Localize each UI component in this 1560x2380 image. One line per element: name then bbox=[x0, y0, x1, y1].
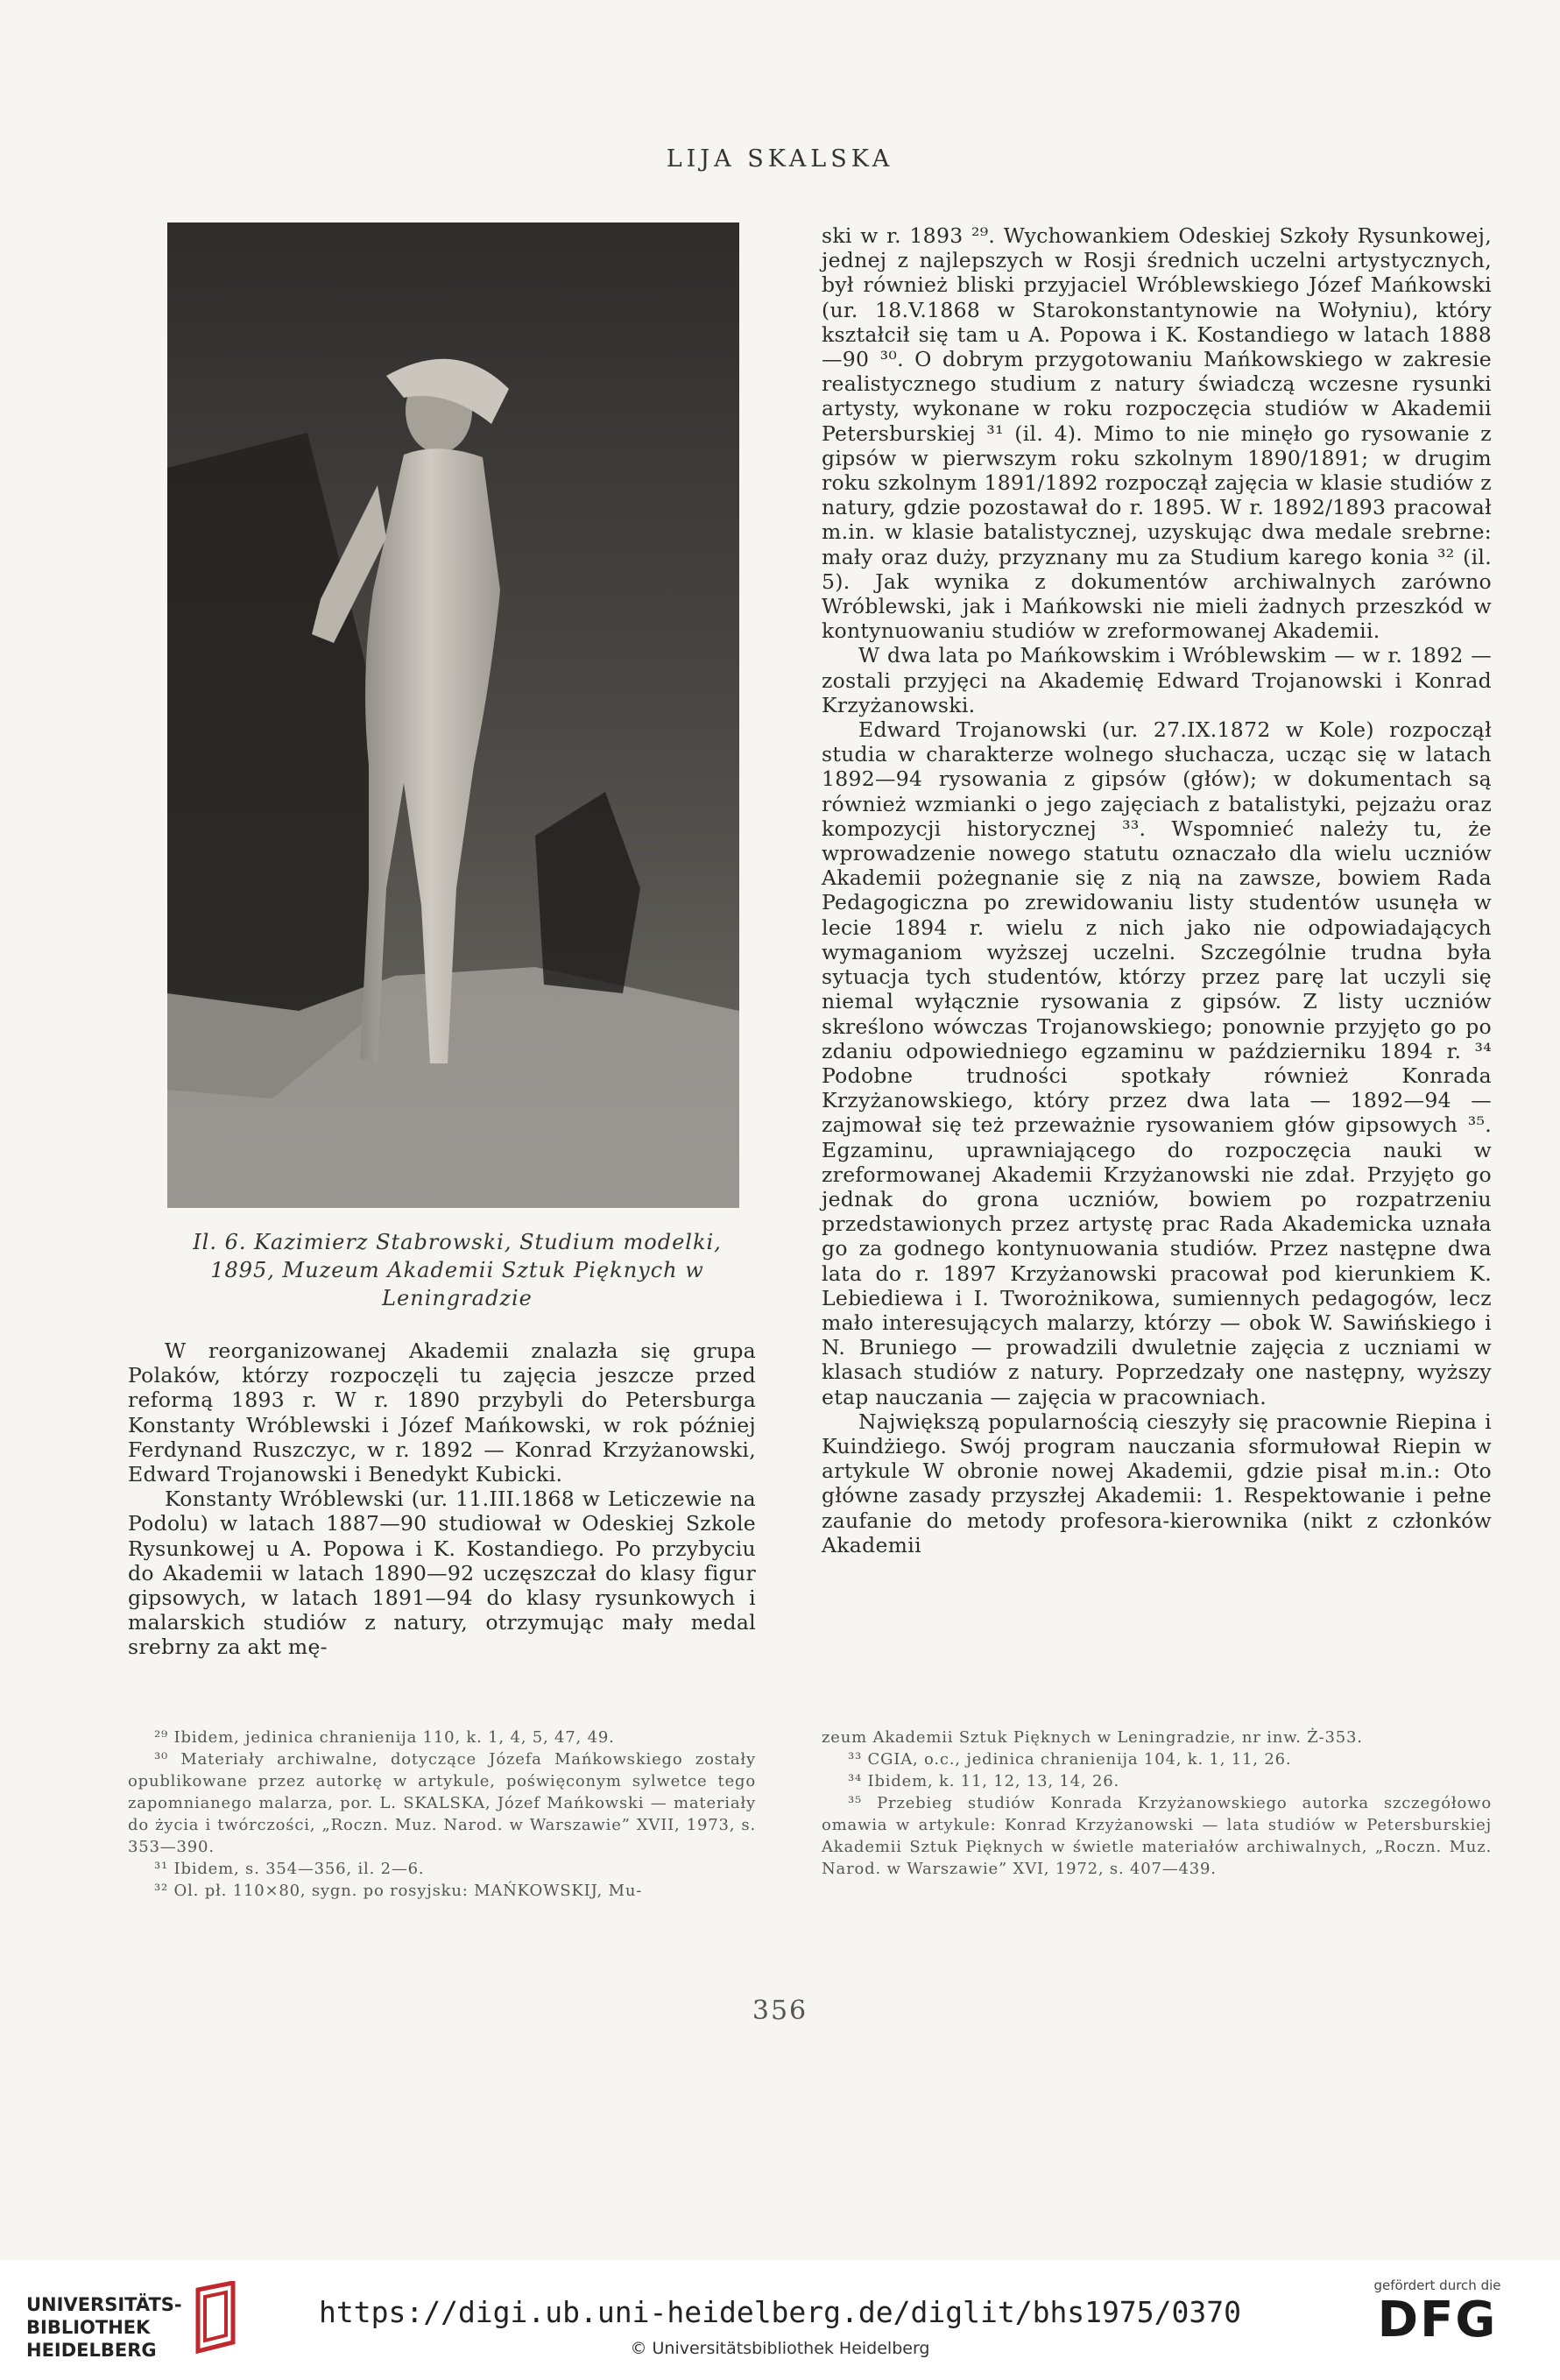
nude-study-image bbox=[167, 222, 739, 1208]
footnotes-left bbox=[128, 1727, 756, 1902]
paragraph: W reorganizowanej Akademii znalazła się grupa Polaków, którzy rozpoczęli tu zajęcia jeszcze przed reformą 1893 r. W r. 1890 przybyli do Petersburga Konstanty Wróblewski i Józef Mańkowski, w rok później Ferdynand Ruszczyc, w r. 1892 — Konrad Krzyżanowski, Edward Trojanowski i Benedykt Kubicki. bbox=[128, 1338, 756, 1487]
footer-bar bbox=[0, 2260, 1560, 2380]
library-name-line: UNIVERSITÄTS- bbox=[26, 2294, 182, 2315]
footnote: ²⁹ Ibidem, jedinica chranienija 110, k. 1, 4, 5, 47, 49. bbox=[154, 1728, 615, 1747]
figure-caption: Il. 6. Kazimierz Stabrowski, Studium modelki, 1895, Muzeum Akademii Sztuk Pięknych w Leningradzie bbox=[193, 1230, 722, 1310]
illustration-photo bbox=[167, 222, 739, 1208]
dfg-wordmark: DFG bbox=[1377, 2292, 1498, 2348]
footnote: ³¹ Ibidem, s. 354—356, il. 2—6. bbox=[154, 1860, 425, 1878]
footnote: ³² Ol. pł. 110×80, sygn. po rosyjsku: MAŃKOWSKIJ, Mu- bbox=[154, 1882, 643, 1900]
funded-by-label: gefördert durch die bbox=[1373, 2278, 1501, 2293]
paragraph: W dwa lata po Mańkowskim i Wróblewskim — w r. 1892 — zostali przyjęci na Akademię Edward Trojanowski i Konrad Krzyżanowski. bbox=[822, 643, 1492, 717]
footnote: ³⁴ Ibidem, k. 11, 12, 13, 14, 26. bbox=[848, 1772, 1119, 1790]
running-head: LIJA SKALSKA bbox=[666, 145, 894, 173]
paragraph: ski w r. 1893 ²⁹. Wychowankiem Odeskiej Szkoły Rysunkowej, jednej z najlepszych w Rosji średnich uczelni artystycznych, był również bliski przyjaciel Wróblewskiego Józef Mańkowski (ur. 18.V.1868 w Starokonstantynowie na Wołyniu), który kształcił się tam u A. Popowa i K. Kostandiego w latach 1888—90 ³⁰. O dobrym przygotowaniu Mańkowskiego w zakresie realistycznego studium z natury świadczą wczesne rysunki artysty, wykonane w roku rozpoczęcia studiów w Akademii Petersburskiej ³¹ (il. 4). Mimo to nie minęło go rysowanie z gipsów w pierwszym roku szkolnym 1890/1891; w drugim roku szkolnym 1891/1892 rozpoczął zajęcia w klasie studiów z natury, gdzie pozostawał do r. 1895. W r. 1892/1893 pracował m.in. w klasie batalistycznej, uzyskując dwa medale srebrne: mały oraz duży, przyznany mu za Studium karego konia ³² (il. 5). Jak wynika z dokumentów archiwalnych zarówno Wróblewski, jak i Mańkowski nie mieli żadnych przeszkód w kontynuowaniu studiów w zreformowanej Akademii. bbox=[822, 223, 1492, 644]
right-column-text bbox=[822, 223, 1492, 1557]
library-name-line: BIBLIOTHEK bbox=[26, 2317, 151, 2338]
footnote: zeum Akademii Sztuk Pięknych w Leningradzie, nr inw. Ż-353. bbox=[822, 1728, 1363, 1747]
source-url-link[interactable]: https://digi.ub.uni-heidelberg.de/diglit/bhs1975/0370 bbox=[319, 2295, 1241, 2329]
footnote: ³⁵ Przebieg studiów Konrada Krzyżanowskiego autorka szczegółowo omawia w artykule: Konrad Krzyżanowski — lata studiów w Petersburskiej Akademii Sztuk Pięknych w świetle materiałów archiwalnych, „Roczn. Muz. Narod. w Warszawie” XVI, 1972, s. 407—439. bbox=[822, 1794, 1492, 1878]
copyright-notice: © Universitätsbibliothek Heidelberg bbox=[630, 2339, 930, 2358]
paragraph: Edward Trojanowski (ur. 27.IX.1872 w Kole) rozpoczął studia w charakterze wolnego słuchacza, ucząc się w latach 1892—94 rysowania z gipsów (głów); w dokumentach są również wzmianki o jego zajęciach z batalistyki, pejzażu oraz kompozycji historycznej ³³. Wspomnieć należy tu, że wprowadzenie nowego statutu oznaczało dla wielu uczniów Akademii pożegnanie się z nią na zawsze, bowiem Rada Pedagogiczna po zrewidowaniu listy studentów usunęła w lecie 1894 r. wielu z nich jako nie odpowiadających wymaganiom wyższej uczelni. Szczególnie trudna była sytuacja tych studentów, którzy przez parę lat uczyli się niemal wyłącznie rysowania z gipsów. Z listy uczniów skreślono wówczas Trojanowskiego; ponownie przyjęto go po zdaniu odpowiedniego egzaminu w październiku 1894 r. ³⁴ Podobne trudności spotkały również Konrada Krzyżanowskiego, który przez dwa lata — 1892—94 — zajmował się też przeważnie rysowaniem głów gipsowych ³⁵. Egzaminu, uprawniającego do rozpoczęcia nauki w zreformowanej Akademii Krzyżanowski nie zdał. Przyjęto go jednak do grona uczniów, bowiem po rozpatrzeniu przedstawionych przez artystę prac Rada Akademicka uznała go za godnego kontynuowania studiów. Przez następne dwa lata do r. 1897 Krzyżanowski pracował pod kierunkiem K. Lebiediewa i I. Tworożnikowa, sumiennych pedagogów, lecz mało interesujących malarzy, którzy — obok W. Sawińskiego i N. Bruniego — prowadzili dwuletnie zajęcia z uczniami w klasach studiów z natury. Poprzedzały one następny, wyższy etap nauczania — zajęcia w pracowniach. bbox=[822, 717, 1492, 1409]
page-number: 356 bbox=[752, 1995, 808, 2026]
footnote: ³⁰ Materiały archiwalne, dotyczące Józefa Mańkowskiego zostały opublikowane przez autorkę w artykule, poświęconym sylwetce tego zapomnianego malarza, por. L. SKALSKA, Józef Mańkowski — materiały do życia i twórczości, „Roczn. Muz. Narod. w Warszawie” XVII, 1973, s. 353—390. bbox=[128, 1750, 756, 1856]
footnotes-right bbox=[822, 1727, 1492, 1880]
dfg-logo[interactable] bbox=[1350, 2278, 1525, 2348]
footnote: ³³ CGIA, o.c., jedinica chranienija 104, k. 1, 11, 26. bbox=[848, 1750, 1292, 1769]
paragraph: Największą popularnością cieszyły się pracownie Riepina i Kuindżiego. Swój program nauczania sformułował Riepin w artykule W obronie nowej Akademii, gdzie pisał m.in.: Oto główne zasady przyszłej Akademii: 1. Respektowanie i pełne zaufanie do metody profesora-kierownika (nikt z członków Akademii bbox=[822, 1409, 1492, 1557]
left-column-text bbox=[128, 1338, 756, 1660]
library-name-line: HEIDELBERG bbox=[26, 2340, 157, 2361]
paragraph: Konstanty Wróblewski (ur. 11.III.1868 w Leticzewie na Podolu) w latach 1887—90 studiował w Odeskiej Szkole Rysunkowej u A. Popowa i K. Kostandiego. Po przybyciu do Akademii w latach 1890—92 uczęszczał do klasy figur gipsowych, w latach 1891—94 do klasy rysunkowych i malarskich studiów z natury, otrzymując mały medal srebrny za akt mę- bbox=[128, 1487, 756, 1660]
